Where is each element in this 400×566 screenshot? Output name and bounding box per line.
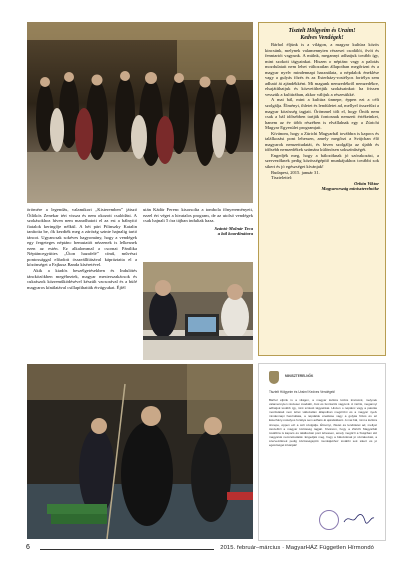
running-title: 2015. február–március · MagyarHÁZ Független Hírmondó [220,545,374,551]
article-col2-paragraph-1: után Kádár Ferenc kisorsolta a tombola főnyereményeit, ezzel ért véget a hivatalos program, de az utolsó vendégek csak hajnali 5 óra tájban indultak haza. [143,207,253,224]
greeting-box [258,22,386,356]
letter-body: Bárhol éljünk is a világon, a magyar kultúra közös kincsünk, melynek valamennyien részesei csodálói, ővói és fenntartói vagyunk. A múlnk, megannyi adhatjuk tovább így, mint szokott tágyainkat. Hiszen o néptánc vagy a palotás mozdulatait nem lehet változatlan állapotban megőrizni és a magyar nyelv mindennapi használata, a népdalok éneklése vagy a gulyás főzés és az Esterházy-rostélyos fortélya sem adható át ajándékként. A mai bál, mint a kultúra ünnepe, éppen ezt a célt szolgálja. Élményt, ihletet és lendületet ad, mellyel összefűzi a magyar közösség tagjait. Kívánom, hogy a Zürichi Magyarbál továbbra is kapocs és találkozási pont lehessen, amely megőrzi a Svájcban élő magyarok nemzettudatát. Engedjék meg, hogy a bálozóknak jó szórakozást, a szervezőknek pedig közösségépítő munkájukhoz további sok sikert és jó egészséget kívánjak! [269,398,377,448]
folk-dance-photo-drawing [27,364,253,539]
article-column-1 [27,207,137,357]
article-column-2 [143,207,253,267]
ballroom-dance-photo [27,22,253,203]
pm-letter-image [258,363,386,541]
ballroom-photo-drawing [27,22,253,203]
letter-stamp-icon [319,510,339,530]
greeting-paragraph-2: A mai bál, mint a kultúra ünnepe, éppen ezt a célt szolgálja. Élményt, ihletet és lendületet ad, mellyel összefűzi a magyar közösség tagjait. Örömmel tölt el, hogy Önök nem csak a bál idősebben tartják fontosnak nemzeti értékeinket, hanem az év több részében is elvállalnak egy a Zürichi Magyar Egyesület programjait. [265,97,380,131]
article-author: Szántó-Molnár Teca [214,225,253,231]
coat-of-arms-icon [269,371,279,384]
registration-desk-photo [143,262,253,360]
page-number: 6 [26,544,30,551]
greeting-paragraph-1: Bárhol éljünk is a világon, a magyar kultúra közös kincsünk, melynek valamennyien részesei csodálói, ővói és fenntartói vagyunk. A múlnk, megannyi adhatjuk tovább így, mint szokott tágyainkat. Hiszen o néptánc vagy a palotás mozdulatait nem lehet változatlan állapotban megőrizni és a magyar nyelv mindennapi használata, a népdalok éneklése vagy a gulyás főzés és az Esterházy-rostélyos fortélya sem adható át ajándékként. Mi magunk nemzedékről nemzedékre, elsajátíthatjuk és közvetíthetjük szokásainkat: ha frissen vesszük a kultúrában, akkor váltjuk a részesükké. [265,42,379,97]
greeting-signer-title: Magyarország miniszterelnöke [321,186,379,192]
greeting-title-line2: Kedves Vendégek! [300,35,344,41]
article-author-role: a bál koordinátora [217,231,253,237]
greeting-paragraph-4: Engedjék meg, hogy a bálozóknak jó szórakozást, a szervezőknek pedig közösségépítő munkájukhoz további sok sikert és jó egészséget kívánjak! [265,152,379,170]
greeting-closing: Tisztelettel: [271,175,293,181]
letter-signature-icon [343,512,375,526]
registration-photo-drawing [143,262,253,360]
greeting-paragraph-3: Kívánom, hogy a Zürichi Magyarbál továbbra is kapocs és találkozási pont lehessen, amely megőrzi a Svájcban élő magyarok nemzettudatát, és biven szolgálja az újabb és idősebb nemzedékek számára különösen sokszínűségét. [265,130,379,153]
article-col1-paragraph-1: örömére a legendás, valamikori „Kisteremben” játszó Ötlökös Zenekar tért vissza és nem okozott csalódást. A szokásokhoz híven nem maradhatott el az est a bálnyitó fiatalok keringője nélkül. A hét párt Pilinszky Katalin tanította be, ők kezdték meg a zárórág szinte hajnalig tartó táncot. Ugyancsak sokéves hagyomány, hogy a vendégek egy fergeteges néptánc bemutatót nézzenek is lelkesnek ezen az estén. Ez alkalommal a csornai Pántlika Néptáncegyüttes „Úton hazafelé” című, művészi pontossággal előadott összeállításával kápráztatta el a közönséget a Fajkusz Banda kíséretével. [27,207,137,268]
letter-salutation: Tisztelt Hölgyeim és Uraim! Kedves Vendégek! [269,390,336,394]
footer-rule [40,549,214,550]
greeting-date: Budapest, 2015. január 31. [271,169,320,175]
greeting-title-line1: Tisztelt Hölgyeim és Uraim! [288,28,356,34]
greeting-signer: Orbán Viktor [354,180,379,186]
page-footer [26,544,374,554]
letter-header: MINISZTERELNÖK [285,374,314,378]
article-col1-paragraph-2: Akik a kiadós beszélgetésekben és Indulótés táncközökben megéheztek, magyar mesterszakácsok és cukrászok közreműködésével készült vacsorával és a büfé magyaros kínálatával csillapíthatták étvágyukat. Éjfél [27,268,137,290]
folk-dance-photo [27,364,253,539]
